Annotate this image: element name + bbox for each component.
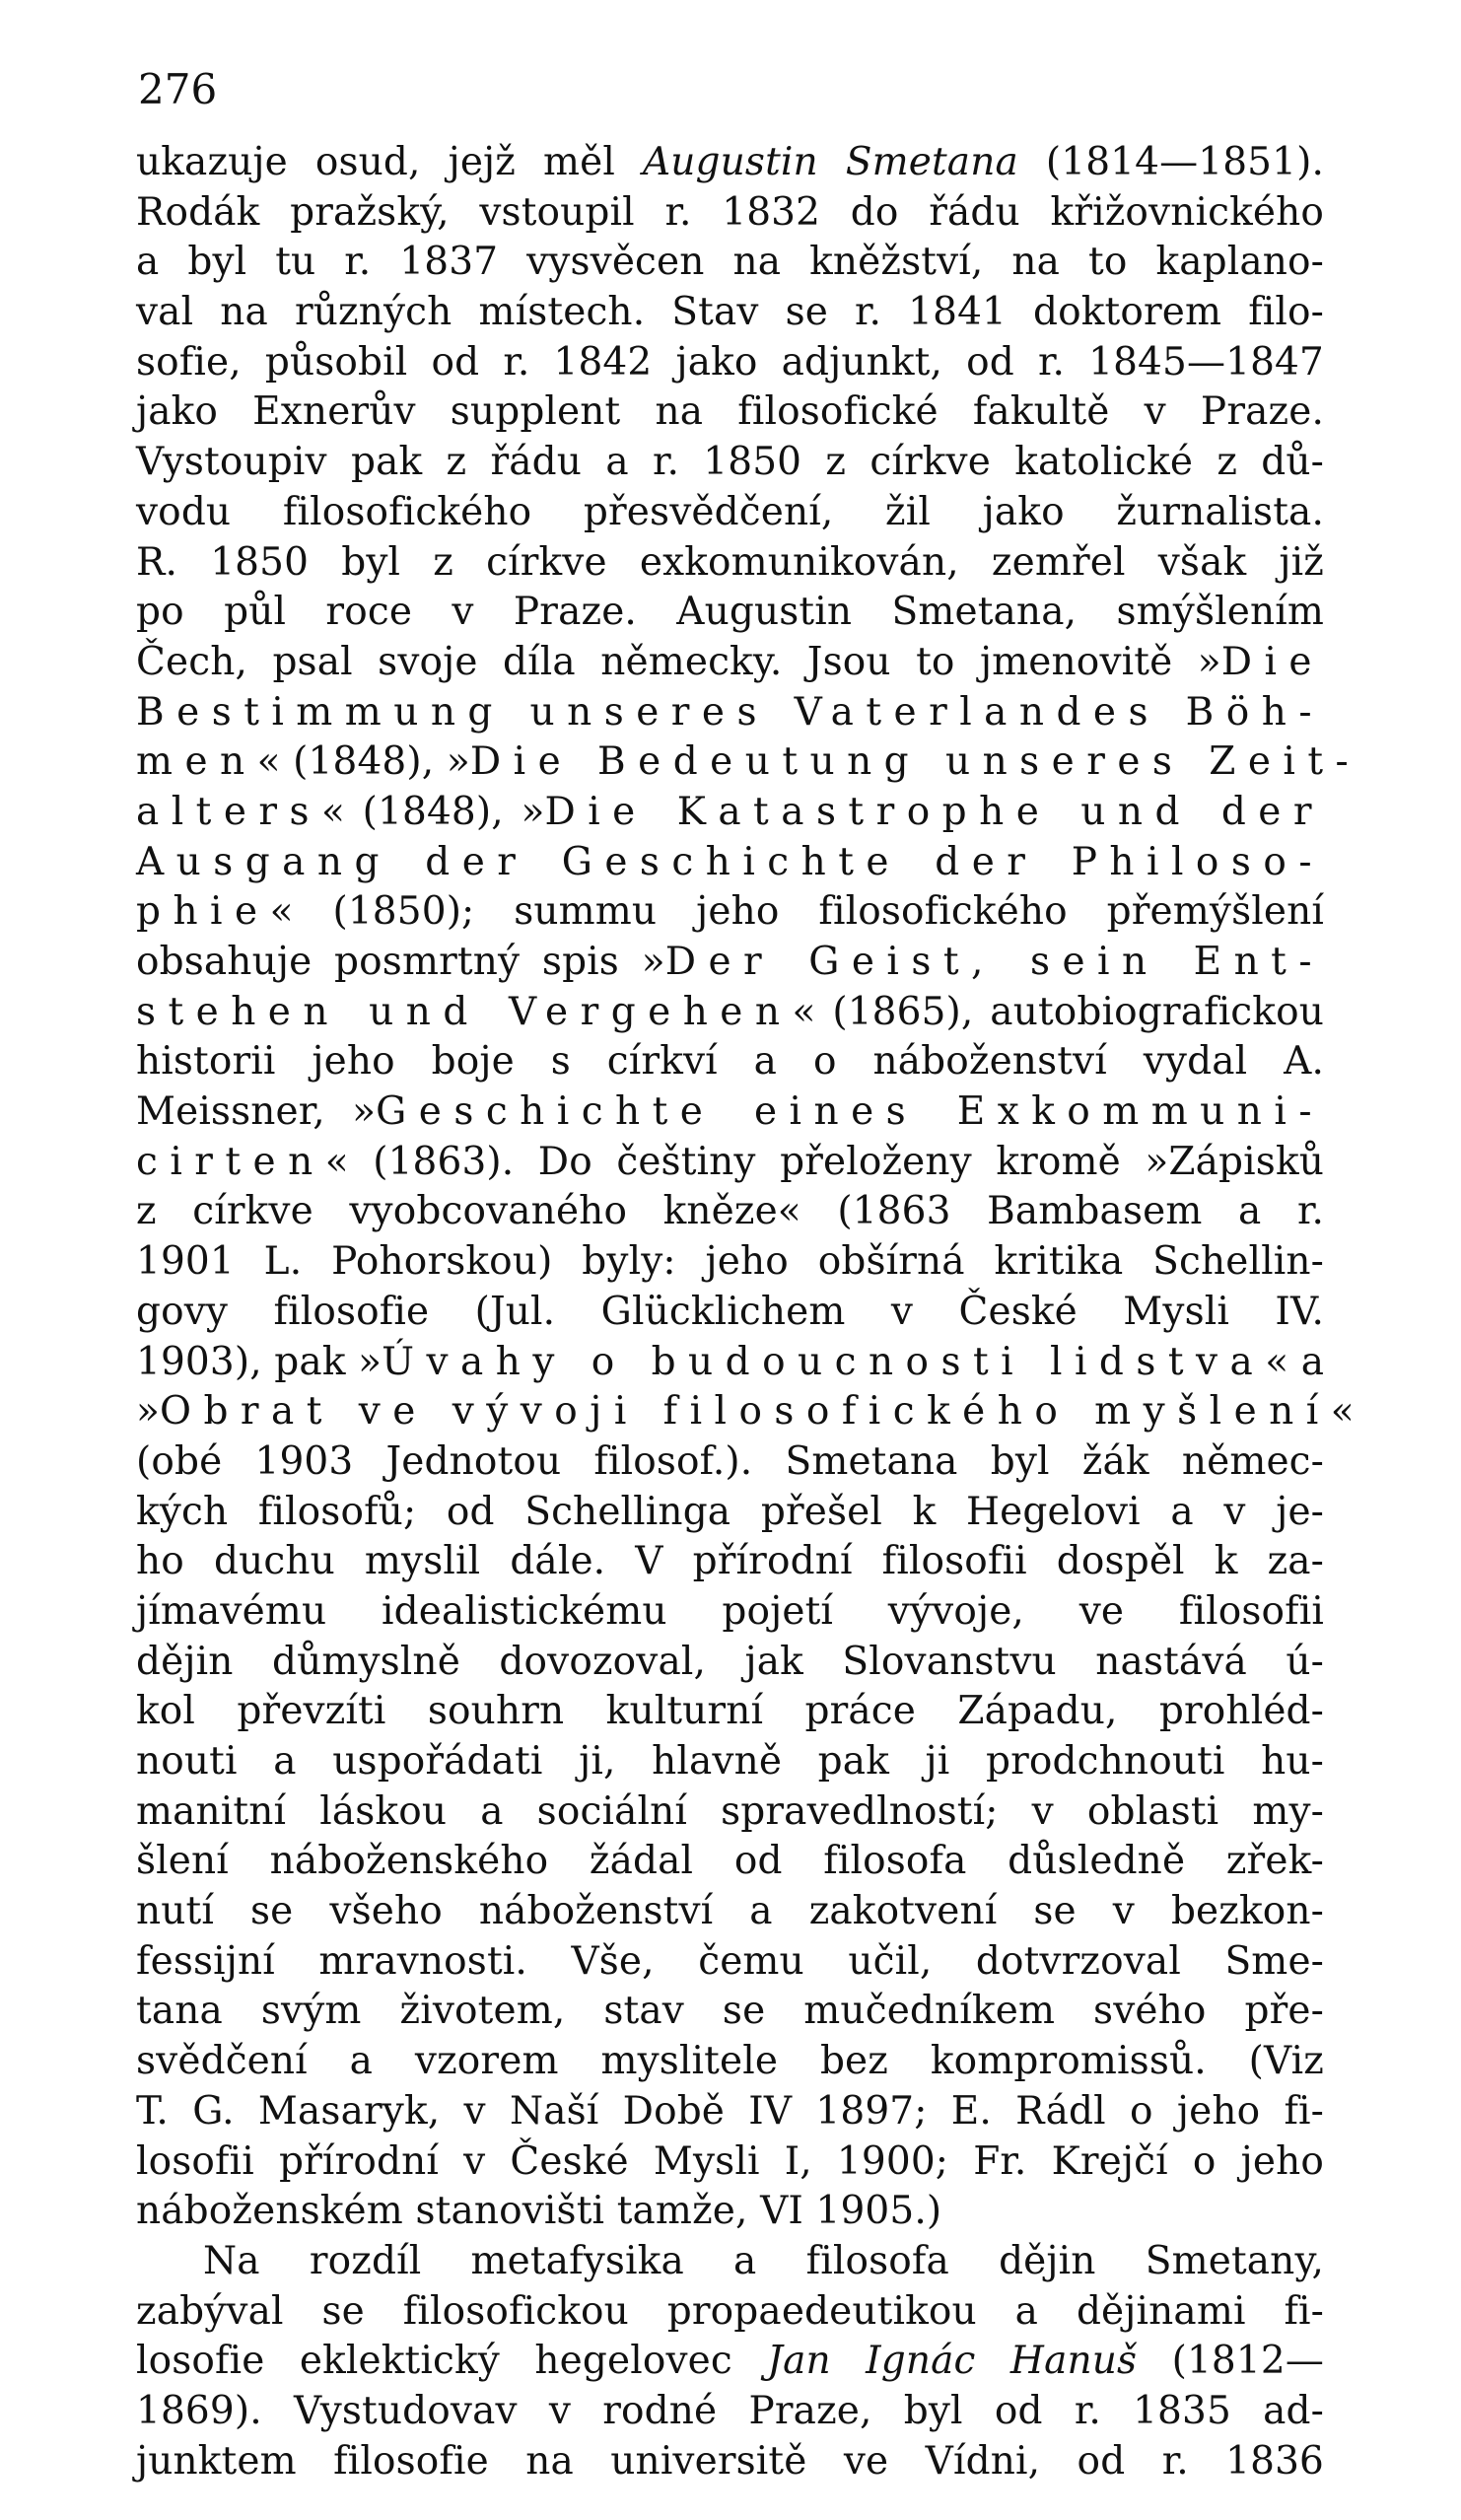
text-line: [136, 938, 1324, 988]
spaced-title: Bestimmung unseres Vaterlandes Böh-: [136, 689, 1324, 735]
text-line: [136, 1638, 1324, 1688]
text-run: « (1848), »: [321, 789, 545, 834]
text-line: [136, 1037, 1324, 1087]
spaced-title: Die Katastrophe und der: [544, 789, 1324, 834]
text-line: [136, 288, 1324, 338]
text-line: [136, 1787, 1324, 1838]
text-line: [136, 238, 1324, 288]
spaced-title: Geschichte eines Exkommuni-: [376, 1089, 1324, 1135]
body-text: [136, 138, 1361, 2486]
text-line: [136, 588, 1324, 638]
text-run: 1869). Vystudovav v rodné Praze, byl od r. 1835 ad-: [136, 2388, 1324, 2433]
text-line: [136, 1488, 1324, 1538]
text-line: [136, 1837, 1324, 1887]
text-line: [136, 1387, 1355, 1437]
text-run: kol převzíti souhrn kulturní práce Západu, prohléd-: [136, 1689, 1324, 1734]
text-run: (1812—: [1137, 2339, 1324, 2384]
text-line: [136, 2287, 1324, 2338]
text-run: Rodák pražský, vstoupil r. 1832 do řádu křižovnického: [136, 189, 1324, 235]
text-run: « (1848), »: [256, 739, 470, 785]
text-run: « a: [1265, 1339, 1325, 1384]
text-run: nouti a uspořádati ji, hlavně pak ji prodchnouti hu-: [136, 1739, 1324, 1784]
text-run: Na rozdíl metafysika a filosofa dějin Smetany,: [203, 2238, 1324, 2283]
text-run: Čech, psal svoje díla německy. Jsou to jmenovitě »: [136, 639, 1221, 684]
page-number: 276: [138, 65, 218, 113]
text-line: [136, 188, 1324, 239]
text-line: [136, 1437, 1324, 1488]
text-run: T. G. Masaryk, v Naší Době IV 1897; E. Rádl o jeho fi-: [136, 2088, 1324, 2134]
text-run: ukazuje osud, jejž měl: [136, 140, 643, 184]
spaced-title: cirten: [136, 1139, 325, 1184]
italic-name: Augustin Smetana: [642, 140, 1018, 184]
text-run: Meissner, »: [136, 1089, 377, 1135]
text-run: val na různých místech. Stav se r. 1841 doktorem filo-: [136, 290, 1324, 335]
text-run: vodu filosofického přesvědčení, žil jako žurnalista.: [136, 489, 1324, 534]
spaced-title: Úvahy o budoucnosti lidstva: [382, 1339, 1266, 1384]
text-line: [136, 1737, 1324, 1787]
text-run: dějin důmyslně dovozoval, jak Slovanstvu nastává ú-: [136, 1639, 1324, 1684]
text-run: nutí se všeho náboženství a zakotvení se v bezkon-: [136, 1889, 1324, 1934]
text-run: a byl tu r. 1837 vysvěcen na kněžství, na to kaplano-: [136, 240, 1324, 285]
text-run: svědčení a vzorem myslitele bez kompromissů. (Viz: [136, 2039, 1324, 2084]
text-run: « (1850); summu jeho filosofického přemýšlení: [269, 889, 1324, 935]
text-line: [136, 338, 1324, 388]
text-run: govy filosofie (Jul. Glücklichem v České Mysli IV.: [136, 1289, 1324, 1334]
text-line: [136, 138, 1324, 188]
text-run: junktem filosofie na universitě ve Vídni, od r. 1836: [136, 2438, 1324, 2484]
text-line: [136, 2087, 1324, 2137]
text-run: Vystoupiv pak z řádu a r. 1850 z církve katolické z dů-: [136, 440, 1324, 485]
text-line: [136, 1187, 1324, 1237]
spaced-title: Obrat ve vývoji filosofického myšlení: [160, 1389, 1331, 1435]
text-line: [136, 387, 1324, 438]
text-line: [136, 1338, 1324, 1388]
text-line: [136, 838, 1324, 888]
spaced-title: alters: [136, 789, 322, 834]
spaced-title: Die Bedeutung unseres Zeit-: [469, 739, 1361, 785]
text-line: [136, 2437, 1324, 2487]
text-run: 1901 L. Pohorskou) byly: jeho obšírná kritika Schellin-: [136, 1239, 1324, 1285]
text-run: kých filosofů; od Schellinga přešel k Hegelovi a v je-: [136, 1489, 1324, 1534]
text-line: [136, 2337, 1324, 2387]
spaced-title: phie: [136, 889, 270, 935]
text-run: po půl roce v Praze. Augustin Smetana, smýšlením: [136, 590, 1324, 635]
text-run: «: [1330, 1389, 1355, 1435]
text-run: losofie eklektický hegelovec: [136, 2339, 768, 2384]
text-line: [136, 1237, 1324, 1288]
text-line: [136, 1937, 1324, 1988]
text-line: [136, 2137, 1324, 2188]
text-run: sofie, působil od r. 1842 jako adjunkt, od r. 1845—1847: [136, 339, 1324, 385]
text-line: [136, 1138, 1324, 1188]
text-line: [136, 1288, 1324, 1338]
text-line: [136, 1887, 1324, 1937]
text-run: historii jeho boje s církví a o náboženství vydal A.: [136, 1039, 1324, 1085]
text-run: obsahuje posmrtný spis »: [136, 940, 665, 984]
text-line: [136, 788, 1324, 838]
text-line: [136, 438, 1324, 488]
text-run: šlení náboženského žádal od filosofa důsledně zřek-: [136, 1839, 1324, 1884]
text-line: [136, 1687, 1324, 1737]
text-run: tana svým životem, stav se mučedníkem svého pře-: [136, 1989, 1324, 2034]
text-line: [136, 538, 1324, 589]
text-run: (obé 1903 Jednotou filosof.). Smetana byl žák němec-: [136, 1438, 1324, 1484]
text-run: R. 1850 byl z církve exkomunikován, zemřel však již: [136, 539, 1324, 585]
text-run: ho duchu myslil dále. V přírodní filosofii dospěl k za-: [136, 1539, 1324, 1584]
text-run: zabýval se filosofickou propaedeutikou a dějinami fi-: [136, 2288, 1324, 2334]
spaced-title: Ausgang der Geschichte der Philoso-: [136, 839, 1324, 884]
text-run: »: [136, 1389, 161, 1435]
text-line: [136, 2187, 1324, 2237]
text-line: [136, 1537, 1324, 1587]
text-run: (1814—1851).: [1017, 140, 1325, 184]
text-line: [136, 688, 1324, 738]
text-run: náboženském stanovišti tamže, VI 1905.): [136, 2189, 942, 2234]
text-run: fessijní mravnosti. Vše, čemu učil, dotvrzoval Sme-: [136, 1938, 1324, 1984]
spaced-title: stehen und Vergehen: [136, 989, 793, 1034]
text-line: [136, 638, 1324, 688]
text-run: losofii přírodní v České Mysli I, 1900; Fr. Krejčí o jeho: [136, 2138, 1324, 2184]
text-run: « (1865), autobiografickou: [792, 989, 1324, 1034]
text-line: [136, 2237, 1324, 2287]
text-run: z církve vyobcovaného kněze« (1863 Bambasem a r.: [136, 1189, 1324, 1234]
text-line: [136, 1087, 1324, 1138]
spaced-title: Die: [1220, 639, 1324, 684]
text-run: 1903), pak »: [136, 1339, 383, 1384]
text-line: [136, 887, 1324, 938]
text-line: [136, 2037, 1324, 2087]
italic-name: Jan Ignác Hanuš: [767, 2339, 1138, 2384]
text-line: [136, 988, 1324, 1038]
text-line: [136, 1587, 1324, 1638]
spaced-title: men: [136, 739, 257, 785]
text-run: jako Exnerův supplent na filosofické fakultě v Praze.: [136, 389, 1324, 435]
spaced-title: Der Geist, sein Ent-: [664, 940, 1324, 984]
text-line: [136, 488, 1324, 538]
text-line: [136, 1987, 1324, 2037]
text-run: jímavému idealistickému pojetí vývoje, ve filosofii: [136, 1588, 1324, 1634]
text-run: manitní láskou a sociální spravedlností; v oblasti my-: [136, 1788, 1324, 1834]
text-line: [136, 737, 1361, 788]
text-run: « (1863). Do češtiny přeloženy kromě »Zápisků: [324, 1139, 1324, 1184]
text-line: [136, 2387, 1324, 2437]
